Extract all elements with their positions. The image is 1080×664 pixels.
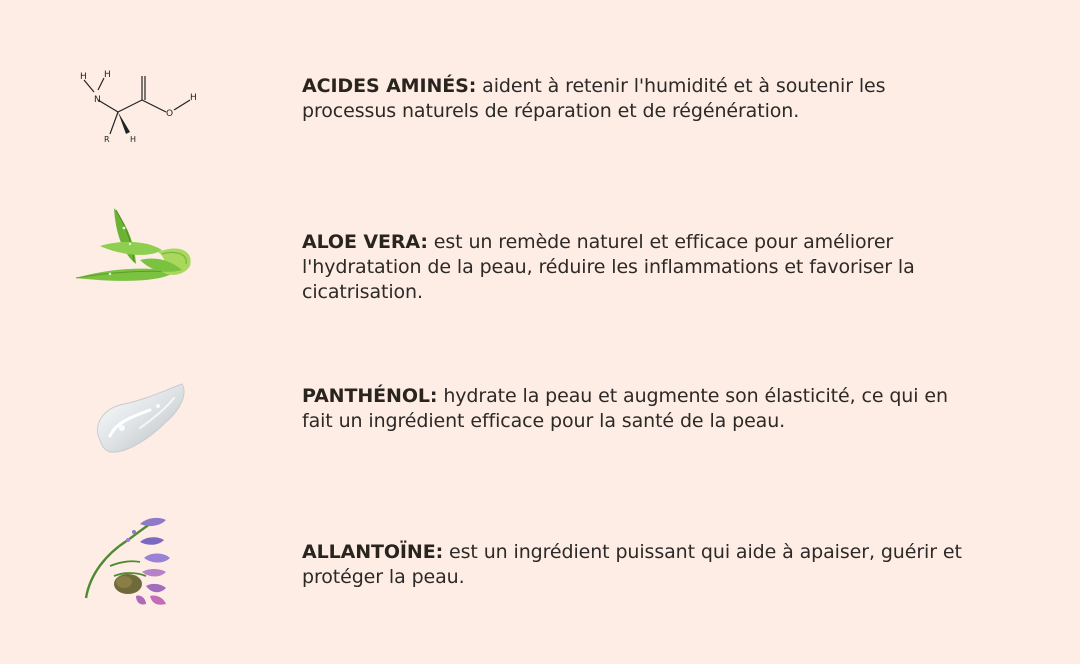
- formula-label-r: R: [104, 135, 110, 144]
- ingredient-name: ALOE VERA:: [302, 231, 428, 253]
- formula-label-h3: H: [190, 93, 197, 103]
- aloe-vera-leaf-icon: [70, 200, 200, 300]
- panthenol-gel-smear-icon-svg: [70, 370, 200, 470]
- formula-label-h4: H: [130, 135, 137, 144]
- ingredient-description: est un remède naturel et efficace pour améliorer l'hydratation de la peau, réduire les inflammations et favoriser la cicatrisation.: [302, 231, 915, 303]
- comfrey-flower-icon: [70, 510, 200, 610]
- ingredient-description: aident à retenir l'humidité et à soutenir les processus naturels de réparation et de régénération.: [302, 75, 886, 122]
- ingredient-description: hydrate la peau et augmente son élasticité, ce qui en fait un ingrédient efficace pour la santé de la peau.: [302, 385, 948, 432]
- ingredient-text-allantoine: [302, 540, 982, 590]
- ingredient-name: PANTHÉNOL:: [302, 385, 438, 407]
- formula-label-n: N: [94, 95, 101, 105]
- ingredient-name: ACIDES AMINÉS:: [302, 75, 477, 97]
- comfrey-flower-icon-svg: [70, 510, 200, 610]
- formula-label-h2: H: [104, 70, 111, 80]
- ingredient-description: est un ingrédient puissant qui aide à apaiser, guérir et protéger la peau.: [302, 541, 962, 588]
- aloe-vera-leaf-icon-svg: [70, 200, 200, 300]
- formula-label-h1: H: [80, 72, 87, 82]
- ingredient-text-aloe-vera: [302, 230, 982, 305]
- amino-acid-structure-icon: [70, 62, 200, 162]
- ingredient-text-amino-acids: [302, 74, 982, 124]
- formula-label-o: O: [166, 109, 174, 119]
- ingredient-name: ALLANTOÏNE:: [302, 541, 444, 563]
- panthenol-gel-smear-icon: [70, 370, 200, 470]
- amino-acid-structure-icon-svg: [70, 62, 200, 162]
- ingredient-text-panthenol: [302, 384, 982, 434]
